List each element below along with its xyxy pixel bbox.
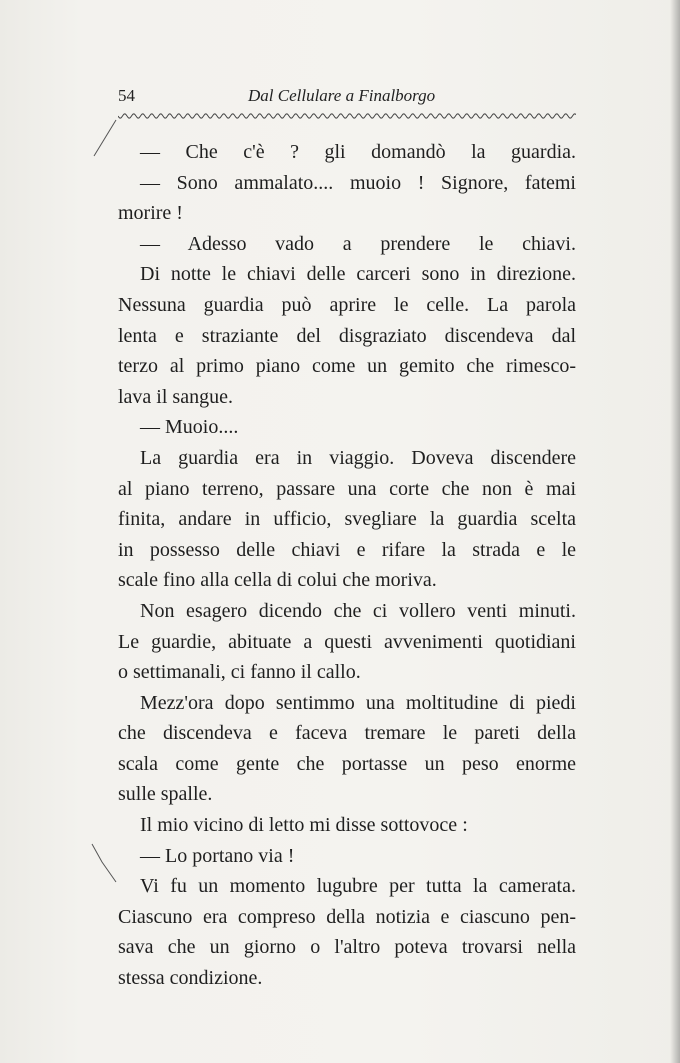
text-line: al piano terreno, passare una corte che non è mai — [118, 477, 576, 500]
body-text — [118, 137, 576, 994]
text-line: o settimanali, ci fanno il callo. — [118, 661, 361, 684]
text-line: — Sono ammalato.... muoio ! Signore, fatemi — [140, 171, 576, 194]
text-line: Mezz'ora dopo sentimmo una moltitudine di piedi — [140, 691, 576, 714]
text-line: — Muoio.... — [140, 416, 239, 439]
text-line: Nessuna guardia può aprire le celle. La parola — [118, 293, 576, 316]
text-line: Il mio vicino di letto mi disse sottovoce : — [140, 814, 468, 837]
pencil-mark-bottom — [90, 842, 120, 886]
text-line: sava che un giorno o l'altro poteva trovarsi nella — [118, 936, 576, 959]
text-line: — Adesso vado a prendere le chiavi. — [140, 232, 576, 255]
text-line: — Che c'è ? gli domandò la guardia. — [140, 141, 576, 163]
text-line: — Lo portano via ! — [140, 844, 295, 867]
text-line: Le guardie, abituate a questi avvenimenti quotidiani — [118, 630, 576, 653]
text-line: finita, andare in ufficio, svegliare la guardia scelta — [118, 508, 576, 531]
page-edge-shadow — [670, 0, 680, 1063]
page-header — [118, 86, 578, 110]
text-line: morire ! — [118, 202, 183, 225]
text-line: lava il sangue. — [118, 385, 233, 408]
text-line: Vi fu un momento lugubre per tutta la camerata. — [140, 875, 576, 898]
text-line: che discendeva e faceva tremare le pareti della — [118, 722, 576, 745]
text-line: La guardia era in viaggio. Doveva discendere — [140, 446, 576, 469]
running-title: Dal Cellulare a Finalborgo — [248, 86, 436, 105]
text-line: sulle spalle. — [118, 783, 213, 806]
text-line: stessa condizione. — [118, 967, 263, 990]
page-number: 54 — [118, 86, 135, 105]
text-line: terzo al primo piano come un gemito che rimesco- — [118, 355, 576, 378]
text-line: Di notte le chiavi delle carceri sono in direzione. — [140, 263, 576, 286]
text-line: lenta e straziante del disgraziato discendeva dal — [118, 324, 576, 347]
text-line: scale fino alla cella di colui che moriva. — [118, 569, 437, 592]
text-line: Non esagero dicendo che ci vollero venti minuti. — [140, 599, 576, 622]
text-line: Ciascuno era compreso della notizia e ciascuno pen- — [118, 905, 576, 928]
wavy-rule-ornament — [118, 110, 576, 124]
text-line: scala come gente che portasse un peso enorme — [118, 752, 576, 775]
text-line: in possesso delle chiavi e rifare la strada e le — [118, 538, 576, 561]
